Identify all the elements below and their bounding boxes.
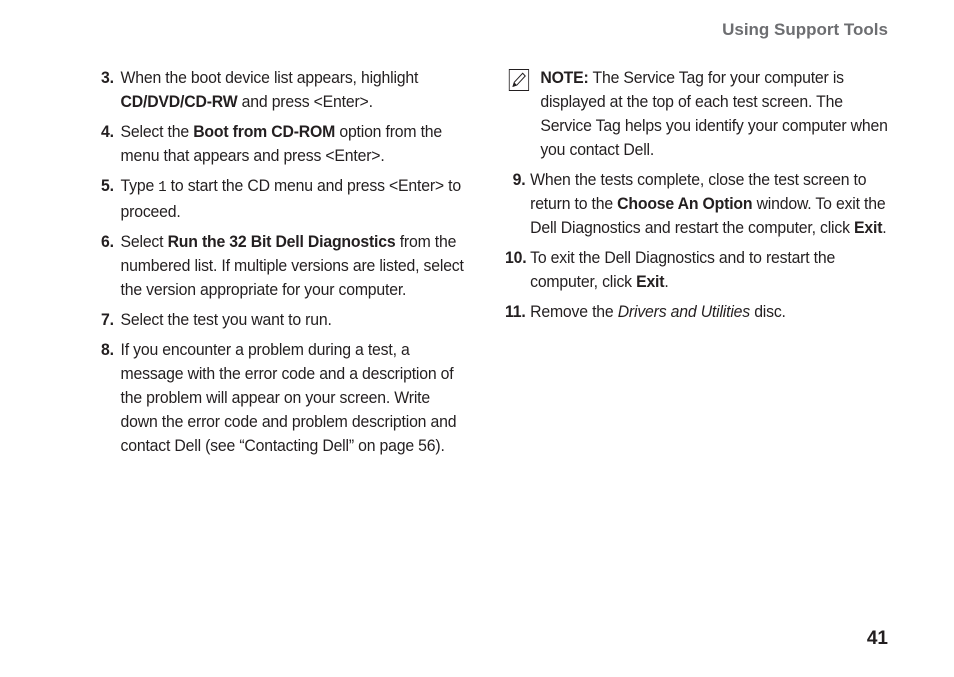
step-text: If you encounter a problem during a test, a message with the error code and a description of the problem will appear on your screen. Write down the error code and problem description and contact Dell (see “Contacting Dell” on page 56). [120, 340, 457, 455]
step-number: 8. [101, 340, 114, 359]
step-8 [101, 338, 471, 458]
right-column [505, 66, 888, 330]
step-5 [101, 174, 471, 224]
note-text: The Service Tag for your computer is displayed at the top of each test screen. The Service Tag helps you identify your computer when you contact Dell. [540, 68, 888, 159]
running-header: Using Support Tools [722, 20, 888, 39]
step-number: 5. [101, 176, 114, 195]
step-number: 7. [101, 310, 114, 329]
step-number: 9. [512, 170, 526, 189]
step-code: 1 [158, 179, 167, 196]
step-text: Select the test you want to run. [120, 310, 332, 329]
step-4 [101, 120, 471, 168]
step-text: . [664, 272, 669, 291]
step-emphasis: Exit [854, 218, 883, 237]
step-number: 6. [101, 232, 114, 251]
step-3 [101, 66, 471, 114]
left-column [101, 66, 471, 464]
step-emphasis: Exit [636, 272, 665, 291]
note-label: NOTE: [540, 68, 589, 87]
step-emphasis: Choose An Option [617, 194, 753, 213]
note-block [505, 66, 888, 162]
step-text: window. To exit the Dell Diagnostics and restart the computer, click [530, 194, 886, 237]
step-italic: Drivers and Utilities [617, 302, 750, 321]
step-7 [101, 308, 471, 332]
step-10 [505, 246, 888, 294]
step-emphasis: Boot from CD-ROM [193, 122, 336, 141]
step-number: 11. [505, 302, 526, 321]
step-emphasis: CD/DVD/CD-RW [120, 92, 238, 111]
step-text: disc. [749, 302, 786, 321]
step-number: 3. [101, 68, 114, 87]
step-number: 10. [505, 248, 527, 267]
step-text: and press <Enter>. [237, 92, 373, 111]
step-text: . [882, 218, 887, 237]
step-number: 4. [101, 122, 114, 141]
step-text: When the tests complete, close the test screen to return to the [530, 170, 867, 213]
step-text: Remove the [530, 302, 618, 321]
step-text: Select the [120, 122, 194, 141]
note-pencil-icon [509, 69, 529, 91]
step-text: to start the CD menu and press <Enter> to proceed. [120, 176, 461, 221]
step-text: To exit the Dell Diagnostics and to restart the computer, click [530, 248, 836, 291]
step-11 [505, 300, 888, 324]
step-text: option from the menu that appears and press <Enter>. [120, 122, 443, 165]
step-text: Type [120, 176, 159, 195]
step-text: When the boot device list appears, highlight [120, 68, 419, 87]
step-text: from the numbered list. If multiple versions are listed, select the version appropriate for your computer. [120, 232, 464, 299]
page-number: 41 [866, 628, 888, 649]
step-text: Select [120, 232, 168, 251]
step-6 [101, 230, 471, 302]
step-emphasis: Run the 32 Bit Dell Diagnostics [167, 232, 396, 251]
step-9 [505, 168, 888, 240]
